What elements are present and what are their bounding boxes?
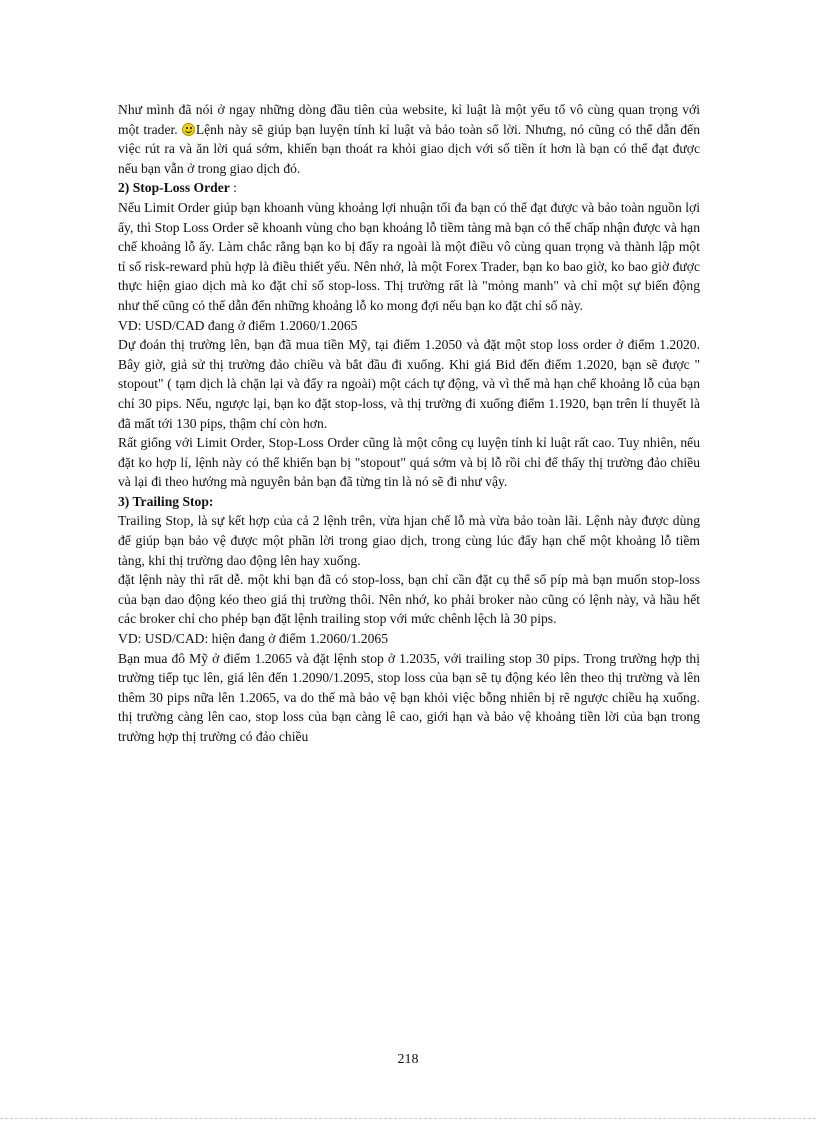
paragraph-discipline <box>118 100 700 178</box>
paragraph-trailing-stop-setup: đặt lệnh này thì rất dễ. một khi bạn đã có stop-loss, bạn chỉ cần đặt cụ thể số píp mà bạn muốn stop-loss của bạn dao động kéo theo giá thị trường thôi. Nên nhớ, ko phải broker nào cũng có lệnh này, và hầu hết các broker chỉ cho phép bạn đặt lệnh trailing stop với mức chênh lệch là 30 pips. <box>118 572 700 627</box>
paragraph-trailing-stop-intro: Trailing Stop, là sự kết hợp của cả 2 lệnh trên, vừa hjan chế lỗ mà vừa bảo toàn lãi. Lệnh này được dùng để giúp bạn bảo vệ được một phần lời trong giao dịch, trong cùng lúc đẩy hạn chế một khoảng lỗ tiềm tàng, khi thị trường dao động lên hay xuống. <box>118 513 700 568</box>
paragraph-stop-loss-discipline: Rất giống với Limit Order, Stop-Loss Order cũng là một công cụ luyện tính kỉ luật rất cao. Tuy nhiên, nếu đặt ko hợp lí, lệnh này có thể khiến bạn bị "stopout" quá sớm và bị lỗ rồi chỉ để thấy thị trường đảo chiều và lại đi theo hướng mà nguyên bản bạn đã từng tin là nó sẽ đi như vậy. <box>118 435 700 490</box>
section-heading-stop-loss <box>118 178 700 198</box>
paragraph-trailing-stop-example: Bạn mua đô Mỹ ở điểm 1.2065 và đặt lệnh stop ở 1.2035, với trailing stop 30 pips. Trong trường hợp thị trường tiếp tục lên, giá lên đến 1.2090/1.2095, stop loss của bạn sẽ tụ động kéo lên theo thị trường và lên thêm 30 pips nữa lên 1.2065, va do thế mà bảo vệ bạn khỏi việc bỗng nhiên bị rẽ ngược chiều hạ xuống. thị trường càng lên cao, stop loss của bạn càng lê cao, giới hạn và bảo vệ khoảng tiền lời của bạn trong trường hợp thị trường có đảo chiều <box>118 650 700 744</box>
paragraph-discipline-part1: Như mình đã nói ở ngay những dòng đầu tiên của website, kỉ luật là một yếu tố vô cùng quan trọng với một trader. <box>118 102 700 137</box>
smiley-face-icon <box>182 123 195 136</box>
paragraph-discipline-part2: Lệnh này sẽ giúp bạn luyện tính kỉ luật và bảo toàn số lời. Nhưng, nó cũng có thể dẫn đến việc rút ra và ăn lời quá sớm, khiến bạn thoát ra khỏi giao dịch với số tiền ít hơn là bạn có thể đạt được nếu bạn vẫn ở trong giao dịch đó. <box>118 121 700 176</box>
heading-stop-loss-suffix: : <box>229 180 237 196</box>
body-text <box>118 100 700 747</box>
paragraph-example-1: VD: USD/CAD đang ở điểm 1.2060/1.2065 <box>118 317 358 333</box>
heading-stop-loss-title: 2) Stop-Loss Order <box>118 180 230 196</box>
page-bottom-divider <box>0 1118 816 1119</box>
paragraph-example-2: VD: USD/CAD: hiện đang ở điểm 1.2060/1.2065 <box>118 631 388 647</box>
paragraph-stop-loss-example: Dự đoán thị trường lên, bạn đã mua tiền Mỹ, tại điểm 1.2050 và đặt một stop loss order ở điểm 1.2020. Bây giờ, giả sử thị trường đảo chiều và bắt đầu đi xuống. Khi giá Bid đến điểm 1.2020, bạn sẽ được " stopout" ( tạm dịch là chặn lại và đẩy ra ngoài) một cách tự động, và vì thế mà hạn chế khoảng lỗ của bạn chỉ 30 pips. Nếu, ngược lại, bạn ko đặt stop-loss, và thị trường đi xuống điểm 1.1920, bạn trên lí thuyết là đã mất tới 130 pips, thậm chí còn hơn. <box>118 337 700 431</box>
paragraph-stop-loss-intro: Nếu Limit Order giúp bạn khoanh vùng khoảng lợi nhuận tối đa bạn có thể đạt được và bảo toàn nguồn lợi ấy, thì Stop Loss Order sẽ khoanh vùng cho bạn khoảng lỗ tiềm tàng mà bạn có thể chấp nhận được và hạn chế khoảng lỗ ấy. Làm chắc rằng bạn ko bị đẩy ra ngoài là một điều vô cùng quan trọng và thành lập một tỉ số risk-reward phù hợp là điều thiết yếu. Nên nhớ, là một Forex Trader, bạn ko bao giờ, ko bao giờ được thực hiện giao dịch mà ko đặt chỉ số stop-loss. Thị trường rất là "mỏng manh" và chỉ một sự biến động như thế cũng có thể dẫn đến những khoảng lỗ ko mong đợi nếu bạn ko đặt chỉ số này. <box>118 199 700 313</box>
page-number: 218 <box>397 1052 419 1067</box>
section-heading-trailing-stop: 3) Trailing Stop: <box>118 493 214 509</box>
